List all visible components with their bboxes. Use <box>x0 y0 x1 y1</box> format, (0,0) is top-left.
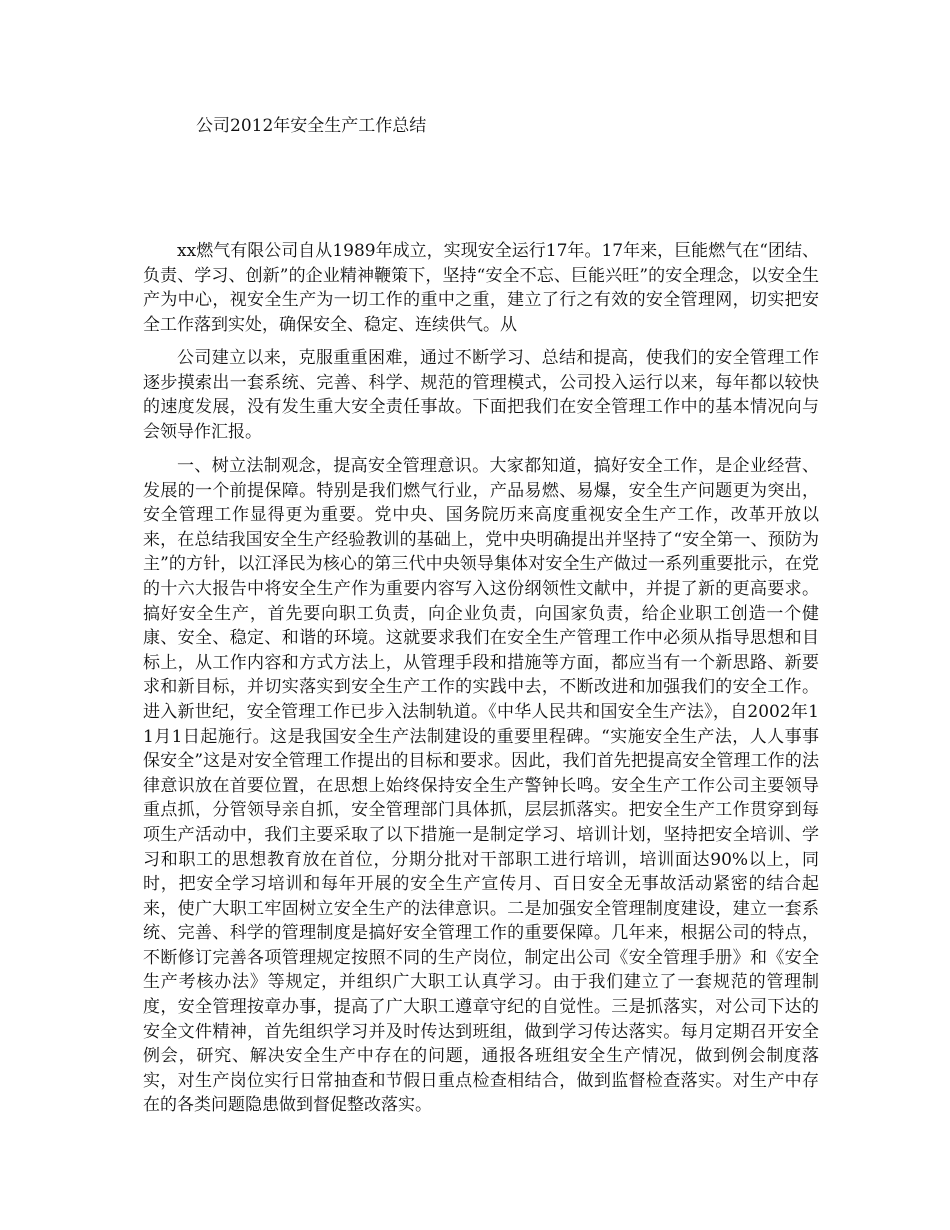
document-title: 公司2012年安全生产工作总结 <box>196 116 427 136</box>
paragraph-overview: 公司建立以来，克服重重困难，通过不断学习、总结和提高，使我们的安全管理工作逐步摸索出一套系统、完善、科学、规范的管理模式，公司投入运行以来，每年都以较快的速度发展，没有发生重大安全责任事故。下面把我们在安全管理工作中的基本情况向与会领导作汇报。 <box>143 348 819 442</box>
paragraph-intro: xx燃气有限公司自从1989年成立，实现安全运行17年。17年来，巨能燃气在“团结、负责、学习、创新”的企业精神鞭策下，坚持“安全不忘、巨能兴旺”的安全理念，以安全生产为中心，视安全生产为一切工作的重中之重，建立了行之有效的安全管理网，切实把安全工作落到实处，确保安全、稳定、连续供气。从 <box>143 241 819 335</box>
paragraph-section-one: 一、树立法制观念，提高安全管理意识。大家都知道，搞好安全工作，是企业经营、发展的一个前提保障。特别是我们燃气行业，产品易燃、易爆，安全生产问题更为突出，安全管理工作显得更为重要。党中央、国务院历来高度重视安全生产工作，改革开放以来，在总结我国安全生产经验教训的基础上，党中央明确提出并坚持了“安全第一、预防为主”的方针，以江泽民为核心的第三代中央领导集体对安全生产做过一系列重要批示，在党的十六大报告中将安全生产作为重要内容写入这份纲领性文献中，并提了新的更高要求。搞好安全生产，首先要向职工负责，向企业负责，向国家负责，给企业职工创造一个健康、安全、稳定、和谐的环境。这就要求我们在安全生产管理工作中必须从指导思想和目标上，从工作内容和方式方法上，从管理手段和措施等方面，都应当有一个新思路、新要求和新目标，并切实落实到安全生产工作的实践中去，不断改进和加强我们的安全工作。进入新世纪，安全管理工作已步入法制轨道。《中华人民共和国安全生产法》，自2002年11月1日起施行。这是我国安全生产法制建设的重要里程碑。“实施安全生产法，人人事事保安全”这是对安全管理工作提出的目标和要求。因此，我们首先把提高安全管理工作的法律意识放在首要位置，在思想上始终保持安全生产警钟长鸣。安全生产工作公司主要领导重点抓，分管领导亲自抓，安全管理部门具体抓，层层抓落实。把安全生产工作贯穿到每项生产活动中，我们主要采取了以下措施一是制定学习、培训计划，坚持把安全培训、学习和职工的思想教育放在首位，分期分批对干部职工进行培训，培训面达90%以上，同时，把安全学习培训和每年开展的安全生产宣传月、百日安全无事故活动紧密的结合起来，使广大职工牢固树立安全生产的法律意识。二是加强安全管理制度建设，建立一套系统、完善、科学的管理制度是搞好安全管理工作的重要保障。几年来，根据公司的特点，不断修订完善各项管理规定按照不同的生产岗位，制定出公司《安全管理手册》和《安全生产考核办法》等规定，并组织广大职工认真学习。由于我们建立了一套规范的管理制度，安全管理按章办事，提高了广大职工遵章守纪的自觉性。三是抓落实，对公司下达的安全文件精神，首先组织学习并及时传达到班组，做到学习传达落实。每月定期召开安全例会，研究、解决安全生产中存在的问题，通报各班组安全生产情况，做到例会制度落实，对生产岗位实行日常抽查和节假日重点检查相结合，做到监督检查落实。对生产中存在的各类问题隐患做到督促整改落实。 <box>143 456 819 1116</box>
